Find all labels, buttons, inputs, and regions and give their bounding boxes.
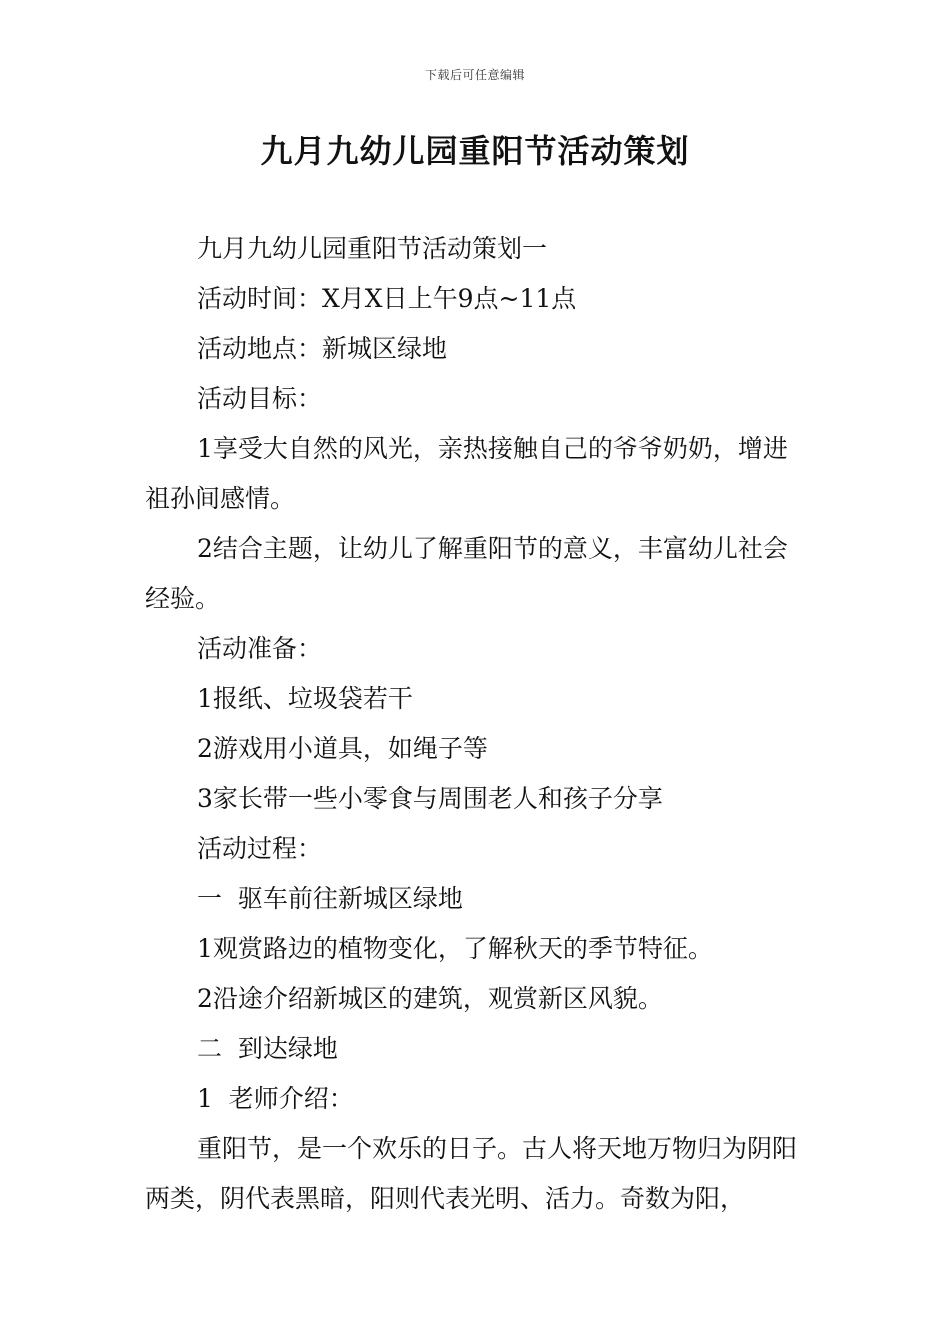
paragraph-preparation-heading: 活动准备：	[197, 634, 323, 663]
document-title: 九月九幼儿园重阳节活动策划	[260, 132, 690, 170]
header-note: 下载后可任意编辑	[424, 68, 525, 82]
paragraph-process-step-1-item-1: 1观赏路边的植物变化，了解秋天的季节特征。	[197, 934, 713, 963]
paragraph-chongyang-description: 重阳节，是一个欢乐的日子。古人将天地万物归为阴阳两类，阴代表黑暗，阳则代表光明、活力。奇数为阳，	[145, 1134, 798, 1213]
paragraph-goal-1: 1享受大自然的风光，亲热接触自己的爷爷奶奶，增进祖孙间感情。	[145, 434, 788, 513]
paragraph-preparation-3: 3家长带一些小零食与周围老人和孩子分享	[197, 784, 663, 813]
document-body	[145, 224, 807, 1224]
paragraph-teacher-intro: 1 老师介绍：	[197, 1084, 354, 1113]
paragraph-process-step-1: 一 驱车前往新城区绿地	[197, 884, 463, 913]
paragraph-goals-heading: 活动目标：	[197, 384, 323, 413]
paragraph-process-heading: 活动过程：	[197, 834, 323, 863]
paragraph-preparation-2: 2游戏用小道具，如绳子等	[197, 734, 488, 763]
paragraph-subtitle: 九月九幼儿园重阳节活动策划一	[197, 234, 548, 263]
paragraph-activity-time: 活动时间：X月X日上午9点~11点	[197, 284, 577, 313]
paragraph-goal-2: 2结合主题，让幼儿了解重阳节的意义，丰富幼儿社会经验。	[145, 534, 788, 613]
paragraph-preparation-1: 1报纸、垃圾袋若干	[197, 684, 413, 713]
paragraph-activity-location: 活动地点：新城区绿地	[197, 334, 448, 363]
paragraph-process-step-1-item-2: 2沿途介绍新城区的建筑，观赏新区风貌。	[197, 984, 663, 1013]
paragraph-process-step-2: 二 到达绿地	[197, 1034, 338, 1063]
